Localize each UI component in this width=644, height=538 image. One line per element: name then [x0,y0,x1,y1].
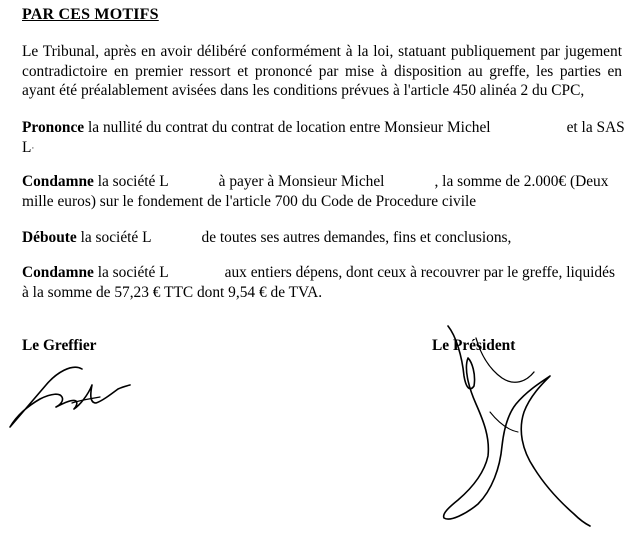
condamne2-keyword: Condamne [22,264,94,281]
condamne2-line-1 [22,263,622,283]
greffier-label: Le Greffier [22,337,97,354]
intro-paragraph [22,42,622,101]
intro-line-2: contradictoire en premier ressort et prononcé par mise à disposition au greffe, les parties en [22,62,622,80]
condamne1-text-1: la société L [93,173,169,190]
deboute-text-1: la société L [76,229,152,246]
prononce-line-2-text: L [22,138,32,156]
condamne1-line-2: mille euros) sur le fondement de l'article 700 du Code de Procedure civile [22,192,477,210]
condamne2-line-2: à la somme de 57,23 € TTC dont 9,54 € de TVA. [22,283,323,301]
deboute-text-2: de toutes ses autres demandes, fins et conclusions, [201,229,512,246]
president-label: Le Président [432,337,516,354]
deboute-keyword: Déboute [22,229,77,246]
condamne2-text-2: aux entiers dépens, dont ceux à recouvrer par le greffe, liquidés [224,264,615,281]
condamne2-text-1: la société L [93,264,169,281]
condamne1-text-2: à payer à Monsieur Michel [218,173,385,190]
redaction-mark: · [31,142,35,153]
condamne-paragraph-2 [22,263,622,302]
deboute-paragraph [22,228,622,248]
greffier-signature [0,355,140,435]
prononce-keyword: Prononce [22,119,85,136]
section-heading: PAR CES MOTIFS [22,6,159,23]
prononce-text-after: et la SAS [566,119,625,136]
prononce-text-before: la nullité du contrat du contrat de location entre Monsieur Michel [84,119,491,136]
condamne1-line-1 [22,172,622,192]
intro-line-3: ayant été préalablement avisées dans les conditions prévues à l'article 450 alinéa 2 du CPC, [22,82,585,99]
deboute-line-1 [22,228,622,248]
prononce-line-2 [22,138,622,159]
president-signature [418,318,598,536]
condamne1-keyword: Condamne [22,173,94,190]
prononce-line-1 [22,118,625,138]
prononce-paragraph [22,118,625,158]
condamne-paragraph-1 [22,172,622,211]
intro-line-1: Le Tribunal, après en avoir délibéré conformément à la loi, statuant publiquement par jugement [22,43,622,60]
condamne1-text-3: , la somme de 2.000€ (Deux [434,173,609,190]
